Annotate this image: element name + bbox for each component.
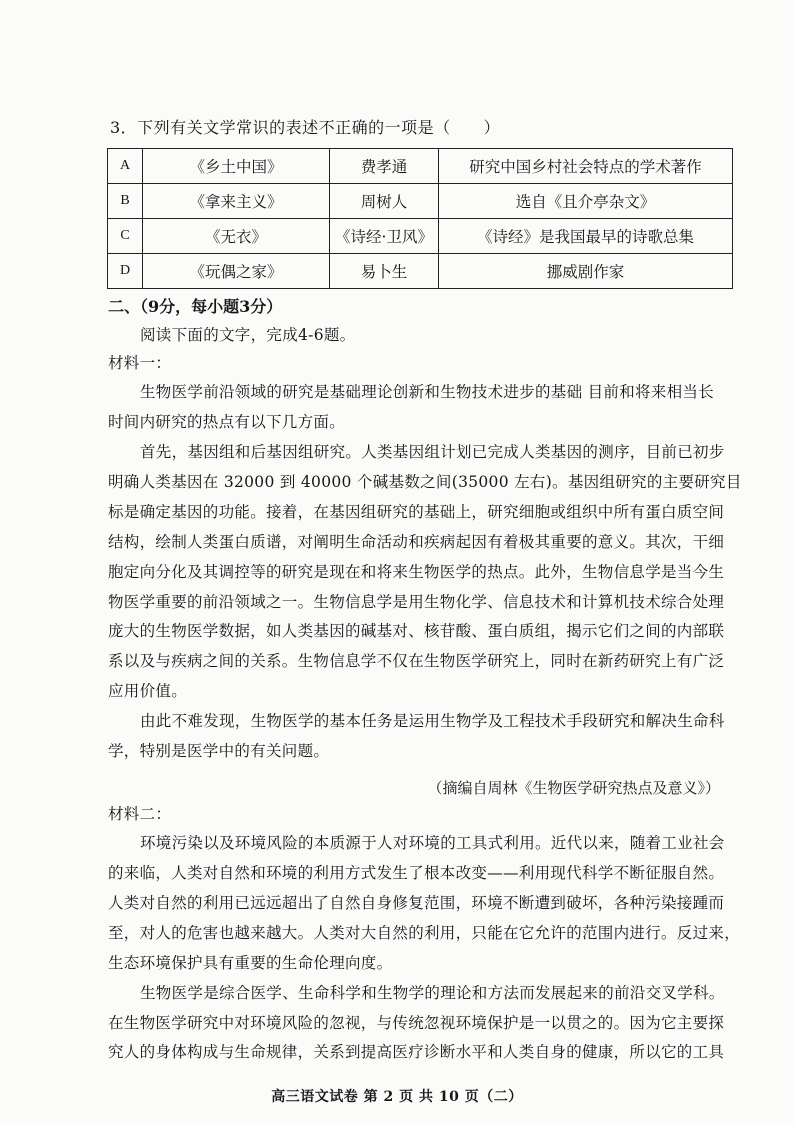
question-3: 3．下列有关文学常识的表述不正确的一项是（ ） [110,118,501,137]
text-line: 生物医学前沿领域的研究是基础理论创新和生物技术进步的基础 目前和将来相当长 [140,383,715,401]
option-letter: B [108,184,143,219]
author: 易卜生 [330,254,439,289]
text-line: 学，特别是医学中的有关问题。 [108,742,330,760]
material-label: 材料二： [108,805,172,823]
section-heading: 二、（9分，每小题3分） [108,297,283,316]
table-row [108,149,733,184]
text-line: 结构，绘制人类蛋白质谱，对阐明生命活动和疾病起因有着极其重要的意义。其次，干细 [108,533,725,551]
text-line: 系以及与疾病之间的关系。生物信息学不仅在生物医学研究上，同时在新药研究上有广泛 [108,652,725,670]
option-letter: A [108,149,143,184]
author: 周树人 [330,184,439,219]
option-letter: D [108,254,143,289]
text-line: 首先，基因组和后基因组研究。人类基因组计划已完成人类基因的测序，目前已初步 [140,443,725,461]
text-line: 胞定向分化及其调控等的研究是现在和将来生物医学的热点。此外，生物信息学是当今生 [108,563,725,581]
author: 费孝通 [330,149,439,184]
text-line: 人类对自然的利用已远远超出了自然自身修复范围，环境不断遭到破坏，各种污染接踵而 [108,894,725,912]
work-title: 《乡土中国》 [143,149,330,184]
material-label: 材料一： [108,354,172,372]
text-line: 至，对人的危害也越来越大。人类对大自然的利用，只能在它允许的范围内进行。反过来， [108,924,741,942]
table-row [108,184,733,219]
author: 《诗经·卫风》 [330,219,439,254]
source-citation: （摘编自周林《生物医学研究热点及意义》） [427,779,720,797]
text-line: 在生物医学研究中对环境风险的忽视，与传统忽视环境保护是一以贯之的。因为它主要探 [108,1014,725,1032]
text-line: 明确人类基因在 32000 到 40000 个碱基数之间(35000 左右)。基因组研究的主要研究目 [108,473,742,491]
page-footer: 高三语文试卷 第 2 页 共 10 页（二） [271,1089,523,1105]
table-row [108,254,733,289]
text-line: 标是确定基因的功能。接着，在基因组研究的基础上，研究细胞或组织中所有蛋白质空间 [108,503,725,521]
text-line: 由此不难发现，生物医学的基本任务是运用生物学及工程技术手段研究和解决生命科 [140,712,725,730]
text-line: 环境污染以及环境风险的本质源于人对环境的工具式利用。近代以来，随着工业社会 [140,834,725,852]
text-line: 应用价值。 [108,682,188,700]
work-title: 《拿来主义》 [143,184,330,219]
text-line: 庞大的生物医学数据，如人类基因的碱基对、核苷酸、蛋白质组，揭示它们之间的内部联 [108,622,725,640]
table-row [108,219,733,254]
instruction: 阅读下面的文字，完成4-6题。 [140,326,356,344]
text-line: 生物医学是综合医学、生命科学和生物学的理论和方法而发展起来的前沿交叉学科。 [140,984,725,1002]
text-line: 究人的身体构成与生命规律，关系到提高医疗诊断水平和人类自身的健康，所以它的工具 [108,1043,725,1061]
description: 挪威剧作家 [439,254,733,289]
description: 选自《且介亭杂文》 [439,184,733,219]
description: 《诗经》是我国最早的诗歌总集 [439,219,733,254]
text-line: 物医学重要的前沿领域之一。生物信息学是用生物化学、信息技术和计算机技术综合处理 [108,593,725,611]
literature-table [107,148,733,289]
text-line: 时间内研究的热点有以下几方面。 [108,413,346,431]
work-title: 《无衣》 [143,219,330,254]
work-title: 《玩偶之家》 [143,254,330,289]
option-letter: C [108,219,143,254]
description: 研究中国乡村社会特点的学术著作 [439,149,733,184]
text-line: 的来临，人类对自然和环境的利用方式发生了根本改变——利用现代科学不断征服自然。 [108,864,725,882]
text-line: 生态环境保护具有重要的生命伦理向度。 [108,954,393,972]
